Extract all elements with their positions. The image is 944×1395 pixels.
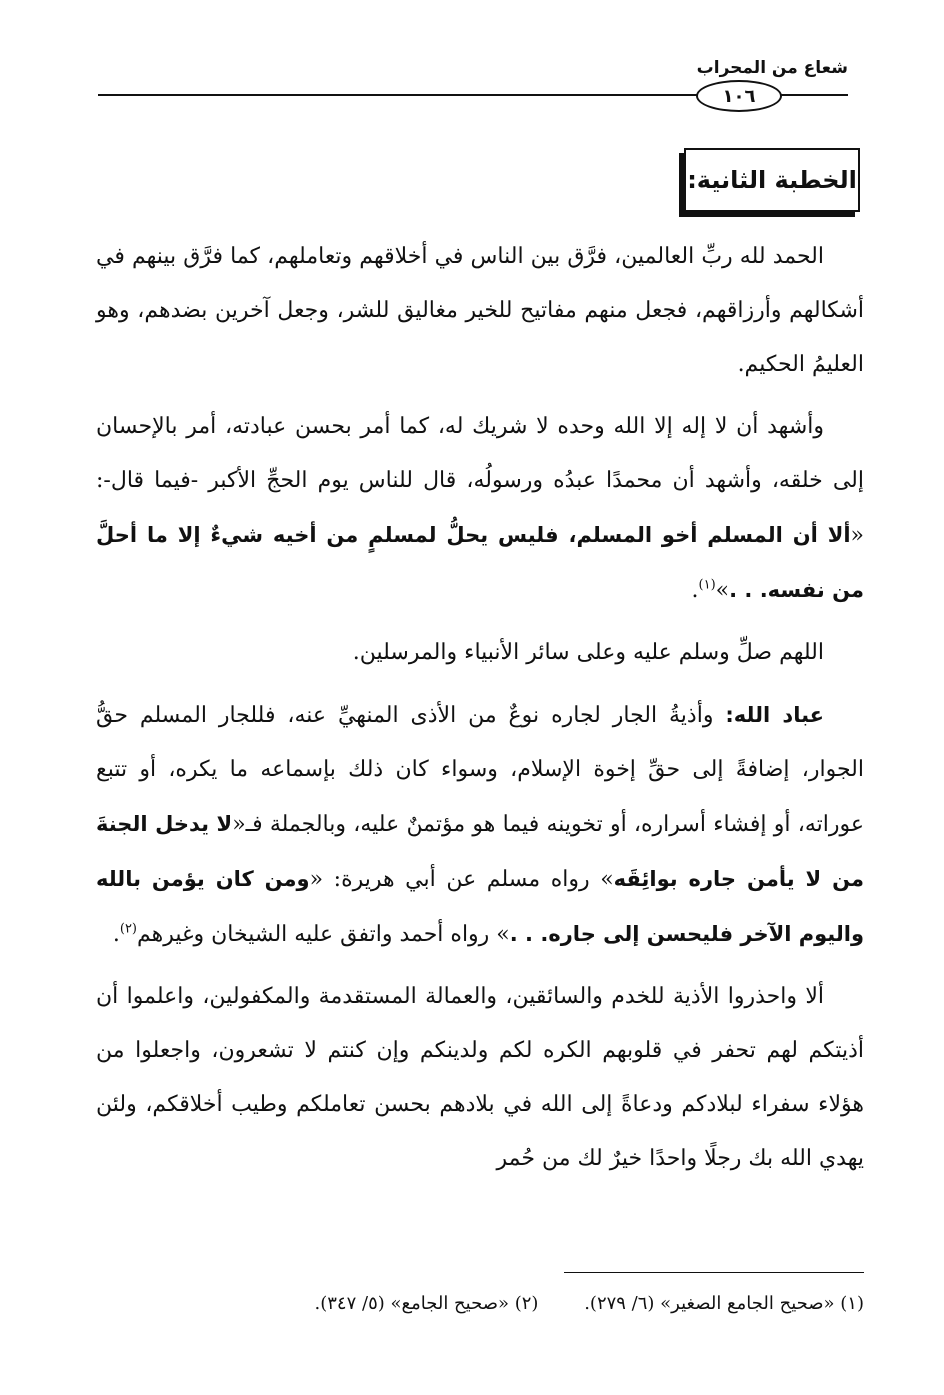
p4-text-b: » رواه مسلم عن أبي هريرة: «	[309, 867, 614, 892]
paragraph-2	[96, 400, 864, 618]
p4-text-a: وأذيةُ الجار لجاره نوعٌ من الأذى المنهيِّ عنه، فللجار المسلم حقُّ الجوار، إضافةً إلى حقِّ إخوة الإسلام، وسواء كان ذلك بإسماعه ما يكره، أو تتبع عوراته، أو إفشاء أسراره، أو تخوينه فيما هو مؤتمنٌ عليه، وبالجملة فـ«	[96, 703, 864, 837]
p4-tail: .	[112, 922, 120, 947]
paragraph-5: ألا واحذروا الأذية للخدم والسائقين، والعمالة المستقدمة والمكفولين، واعلموا أن أذيتكم لهم تحفر في قلوبهم الكره لكم ولدينكم وإن كنتم لا تشعرون، واجعلوا من هؤلاء سفراء لبلادكم ودعاةً إلى الله في بلادهم بحسن تعاملكم وطيب أخلاقكم، ولئن يهدي الله بك رجلًا واحدًا خيرٌ لك من حُمر	[96, 984, 864, 1171]
footnote-ref-1: (١)	[698, 577, 716, 593]
p2-text: وأشهد أن لا إله إلا الله وحده لا شريك له، كما أمر بحسن عبادته، أمر بالإحسان إلى خلقه، وأشهد أن محمدًا عبدُه ورسولُه، قال للناس يوم الحجِّ الأكبر -فيما قال-: «	[96, 414, 864, 548]
section-title: الخطبة الثانية:	[687, 166, 857, 194]
section-title-box	[684, 148, 860, 212]
footnote-1: (١) «صحيح الجامع الصغير» (٦/ ٢٧٩).	[584, 1293, 864, 1314]
footnote-rule	[564, 1272, 864, 1273]
paragraph-1: الحمد لله ربِّ العالمين، فرَّق بين الناس في أخلاقهم وتعاملهم، كما فرَّق بينهم في أشكالهم وأرزاقهم، فجعل منهم مفاتيح للخير مغاليق للشر، وجعل آخرين بضدهم، وهو العليمُ الحكيم.	[96, 244, 864, 377]
p4-hadith-1: لا يدخل الجنةَ من لا يأمن جاره بوائِقَه	[96, 812, 864, 891]
p4-lead: عباد الله:	[725, 703, 824, 727]
paragraph-4	[96, 688, 864, 962]
p2-tail: .	[691, 578, 699, 603]
book-title: شعاع من المحراب	[696, 58, 848, 78]
page-header	[98, 56, 848, 107]
footnote-ref-2: (٢)	[119, 921, 137, 937]
page-number: ١٠٦	[696, 80, 782, 112]
p2-hadith: ألا أن المسلم أخو المسلم، فليس يحلُّ لمسلمٍ من أخيه شيءٌ إلا ما أحلَّ من نفسه. . .	[96, 523, 864, 602]
body-text	[96, 230, 864, 1194]
p4-hadith-2: ومن كان يؤمن بالله واليوم الآخر فليحسن إلى جاره. . .	[96, 867, 864, 946]
paragraph-3: اللهم صلِّ وسلم عليه وعلى سائر الأنبياء والمرسلين.	[352, 640, 824, 665]
footnotes	[96, 1288, 864, 1320]
p2-quote-close: »	[715, 578, 730, 603]
footnote-2: (٢) «صحيح الجامع» (٥/ ٣٤٧).	[314, 1293, 539, 1314]
p4-text-c: » رواه أحمد واتفق عليه الشيخان وغيرهم	[137, 922, 510, 947]
